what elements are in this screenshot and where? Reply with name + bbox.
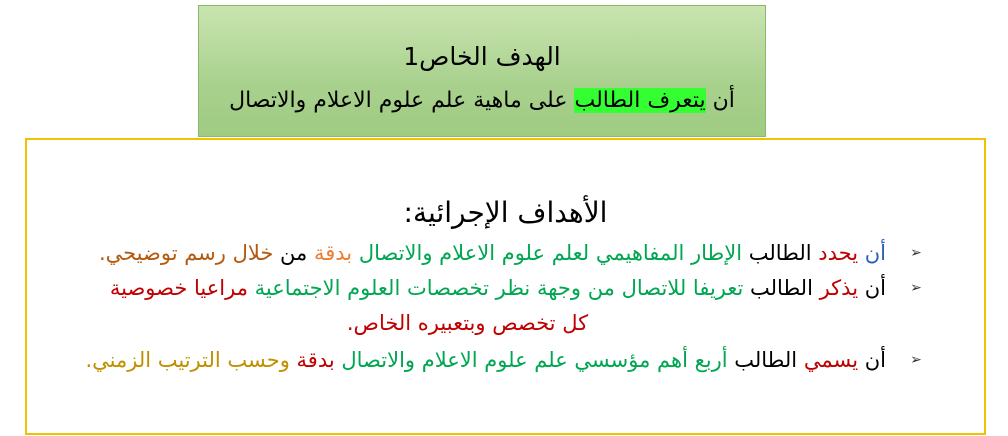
procedural-objectives-list <box>49 236 926 378</box>
item-segment: الطالب <box>743 276 813 300</box>
item-segment: أن <box>858 348 886 372</box>
item-segment: يذكر <box>812 276 859 300</box>
item-segment: يحدد <box>811 241 859 265</box>
item-segment: بدقة <box>307 241 353 265</box>
procedural-objectives-heading: الأهداف الإجرائية: <box>403 196 608 229</box>
item-segment: الطالب <box>727 348 798 372</box>
item-segment: الإطار المفاهيمي لعلم علوم الاعلام والاتصال <box>352 241 743 265</box>
arrow-bullet-icon: ➢ <box>910 280 922 296</box>
item-segment: بدقة <box>289 348 335 372</box>
objective-rest: على ماهية علم علوم الاعلام والاتصال <box>229 88 575 113</box>
item-continuation <box>49 306 886 341</box>
list-item <box>49 343 926 378</box>
arrow-bullet-icon: ➢ <box>910 245 922 261</box>
item-segment: كل تخصص وبتعبيره الخاص. <box>346 311 589 335</box>
item-segment: مراعيا خصوصية <box>109 276 248 300</box>
list-item <box>49 271 926 341</box>
item-segment: يسمي <box>797 348 859 372</box>
item-segment: أن <box>858 241 886 265</box>
arrow-bullet-icon: ➢ <box>910 352 922 368</box>
specific-objective-box <box>198 5 766 137</box>
item-segment: أربع أهم مؤسسي علم علوم الاعلام والاتصال <box>334 348 728 372</box>
specific-objective-title: الهدف الخاص1 <box>403 42 561 71</box>
item-segment: وحسب الترتيب الزمني. <box>85 348 290 372</box>
item-segment: الطالب <box>742 241 812 265</box>
procedural-objectives-box <box>25 138 986 435</box>
item-segment: من <box>273 241 308 265</box>
item-segment: تعريفا للاتصال من وجهة نظر تخصصات العلوم الاجتماعية <box>247 276 744 300</box>
objective-prefix: أن <box>705 88 735 113</box>
list-item <box>49 236 926 271</box>
objective-highlight: يتعرف الطالب <box>574 88 706 113</box>
item-segment: أن <box>858 276 886 300</box>
item-segment: خلال رسم توضيحي. <box>98 241 274 265</box>
specific-objective-statement <box>199 86 765 116</box>
